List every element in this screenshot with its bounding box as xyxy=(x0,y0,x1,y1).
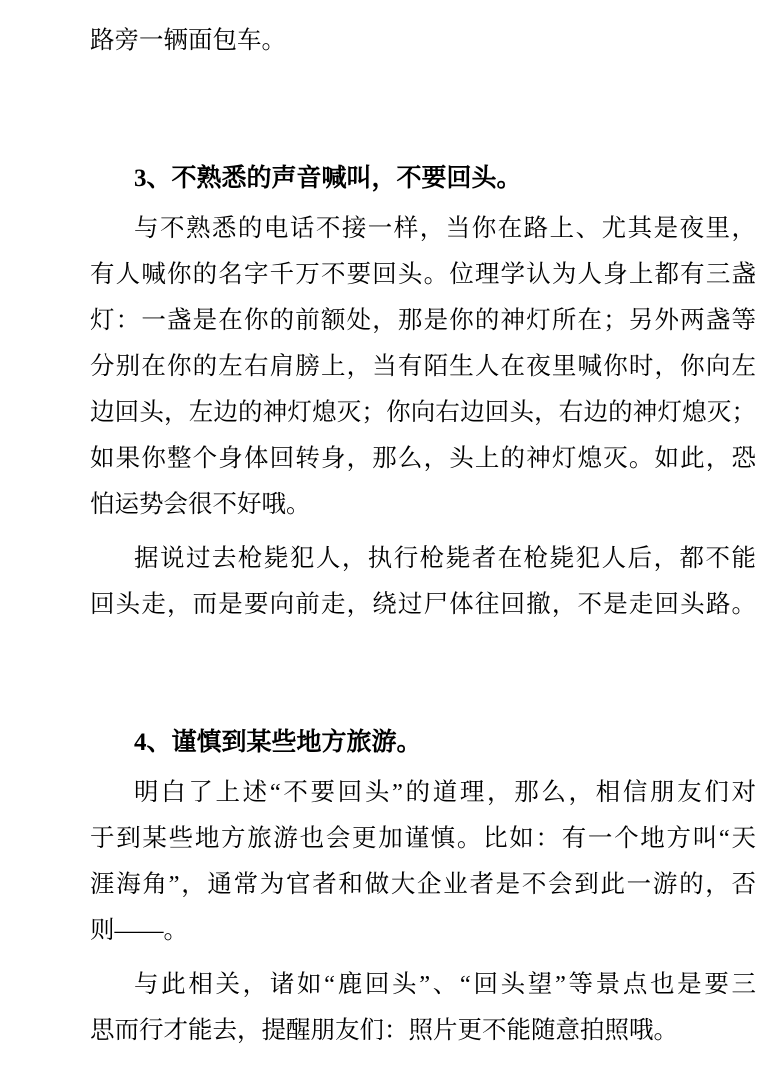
paragraph-line: 则——。 xyxy=(90,917,188,944)
section-3-paragraph-2 xyxy=(90,536,756,628)
section-3-paragraph-1 xyxy=(90,206,756,528)
continuation-line: 路旁一辆面包车。 xyxy=(90,27,286,54)
section-4 xyxy=(90,720,756,1054)
paragraph-line: 灯：一盏是在你的前额处，那是你的神灯所在；另外两盏等 xyxy=(90,307,756,334)
paragraph-line: 与不熟悉的电话不接一样，当你在路上、尤其是夜里， xyxy=(134,215,756,242)
paragraph-line: 涯海角”，通常为官者和做大企业者是不会到此一游的，否 xyxy=(90,871,756,898)
section-3-heading: 3、不熟悉的声音喊叫，不要回头。 xyxy=(134,165,522,192)
section-4-heading: 4、谨慎到某些地方旅游。 xyxy=(134,729,422,756)
paragraph-line: 思而行才能去，提醒朋友们：照片更不能随意拍照哦。 xyxy=(90,1017,678,1044)
paragraph-line: 明白了上述“不要回头”的道理，那么，相信朋友们对 xyxy=(134,779,756,806)
paragraph-line: 有人喊你的名字千万不要回头。位理学认为人身上都有三盏 xyxy=(90,261,756,288)
paragraph-line: 分别在你的左右肩膀上，当有陌生人在夜里喊你时，你向左 xyxy=(90,353,756,380)
paragraph-line: 如果你整个身体回转身，那么，头上的神灯熄灭。如此，恐 xyxy=(90,445,756,472)
section-3 xyxy=(90,156,756,628)
paragraph-line: 回头走，而是要向前走，绕过尸体往回撤，不是走回头路。 xyxy=(90,591,756,618)
paragraph-line: 于到某些地方旅游也会更加谨慎。比如：有一个地方叫“天 xyxy=(90,825,756,852)
section-4-paragraph-2 xyxy=(90,962,756,1054)
paragraph-line: 怕运势会很不好哦。 xyxy=(90,491,311,518)
paragraph-line: 与此相关，诸如“鹿回头”、“回头望”等景点也是要三 xyxy=(134,971,756,998)
section-4-paragraph-1 xyxy=(90,770,756,954)
paragraph-line: 边回头，左边的神灯熄灭；你向右边回头，右边的神灯熄灭； xyxy=(90,399,756,426)
paragraph-line: 据说过去枪毙犯人，执行枪毙者在枪毙犯人后，都不能 xyxy=(134,545,756,572)
